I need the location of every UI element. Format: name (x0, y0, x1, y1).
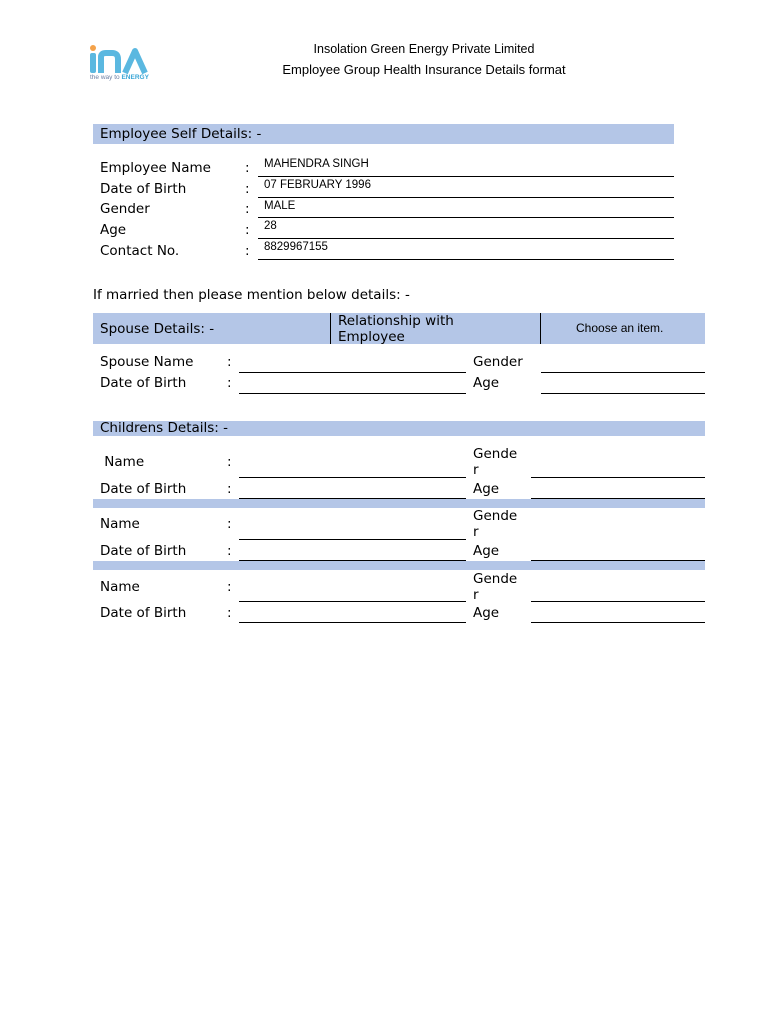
child-gender-label: Gende r (473, 446, 518, 478)
child-separator-bar (93, 499, 705, 508)
child-age-label: Age (473, 543, 500, 559)
colon: : (227, 354, 232, 370)
child-dob-label: Date of Birth (100, 605, 187, 621)
child-name-input[interactable] (239, 539, 466, 540)
child-name-label: Name (100, 454, 145, 470)
colon: : (245, 181, 250, 197)
relationship-label: Relationship with Employee (338, 313, 454, 345)
colon: : (245, 201, 250, 217)
child-separator-bar (93, 561, 705, 570)
colon: : (245, 243, 250, 259)
child-dob-input[interactable] (239, 622, 466, 623)
spouse-dob-input[interactable] (239, 393, 466, 394)
gender-label: Gender (100, 201, 150, 217)
spouse-dob-label: Date of Birth (100, 375, 187, 391)
child-gender-input[interactable] (531, 601, 705, 602)
child-name-label: Name (100, 516, 140, 532)
gender-line (258, 217, 674, 218)
spouse-age-label: Age (473, 375, 500, 391)
dob-line (258, 197, 674, 198)
colon: : (245, 160, 250, 176)
age-value[interactable]: 28 (264, 220, 277, 232)
logo-tagline: the way to ENERGY (90, 74, 149, 81)
child-dob-label: Date of Birth (100, 481, 187, 497)
child-gender-label: Gende r (473, 571, 518, 603)
spouse-gender-input[interactable] (541, 372, 705, 373)
contact-value[interactable]: 8829967155 (264, 241, 328, 253)
spouse-age-input[interactable] (541, 393, 705, 394)
children-section-title: Childrens Details: - (100, 420, 229, 436)
dob-label: Date of Birth (100, 181, 187, 197)
spouse-section-title: Spouse Details: - (100, 321, 215, 337)
dob-value[interactable]: 07 FEBRUARY 1996 (264, 179, 371, 191)
colon: : (227, 481, 232, 497)
form-title: Employee Group Health Insurance Details format (282, 62, 566, 77)
contact-line (258, 259, 674, 260)
colon: : (245, 222, 250, 238)
colon: : (227, 605, 232, 621)
child-name-input[interactable] (239, 601, 466, 602)
company-logo (88, 44, 154, 84)
ina-logo-icon (88, 44, 154, 76)
self-section-title: Employee Self Details: - (100, 126, 262, 142)
relationship-dropdown[interactable]: Choose an item. (576, 321, 664, 335)
spouse-gender-label: Gender (473, 354, 523, 370)
colon: : (227, 543, 232, 559)
gender-value[interactable]: MALE (264, 200, 296, 212)
spouse-name-input[interactable] (239, 372, 466, 373)
age-label: Age (100, 222, 127, 238)
child-age-label: Age (473, 481, 500, 497)
child-gender-input[interactable] (531, 477, 705, 478)
employee-name-value[interactable]: MAHENDRA SINGH (264, 158, 369, 170)
colon: : (227, 516, 232, 532)
child-name-input[interactable] (239, 477, 466, 478)
contact-label: Contact No. (100, 243, 180, 259)
age-line (258, 238, 674, 239)
child-dob-label: Date of Birth (100, 543, 187, 559)
employee-name-line (258, 176, 674, 177)
divider (330, 313, 331, 344)
child-age-label: Age (473, 605, 500, 621)
colon: : (227, 579, 232, 595)
divider (540, 313, 541, 344)
child-gender-label: Gende r (473, 508, 518, 540)
child-age-input[interactable] (531, 622, 705, 623)
colon: : (227, 375, 232, 391)
married-note: If married then please mention below details: - (93, 287, 410, 303)
company-name: Insolation Green Energy Private Limited (313, 42, 535, 56)
colon: : (227, 454, 232, 470)
child-name-label: Name (100, 579, 140, 595)
spouse-name-label: Spouse Name (100, 354, 194, 370)
employee-name-label: Employee Name (100, 160, 211, 176)
